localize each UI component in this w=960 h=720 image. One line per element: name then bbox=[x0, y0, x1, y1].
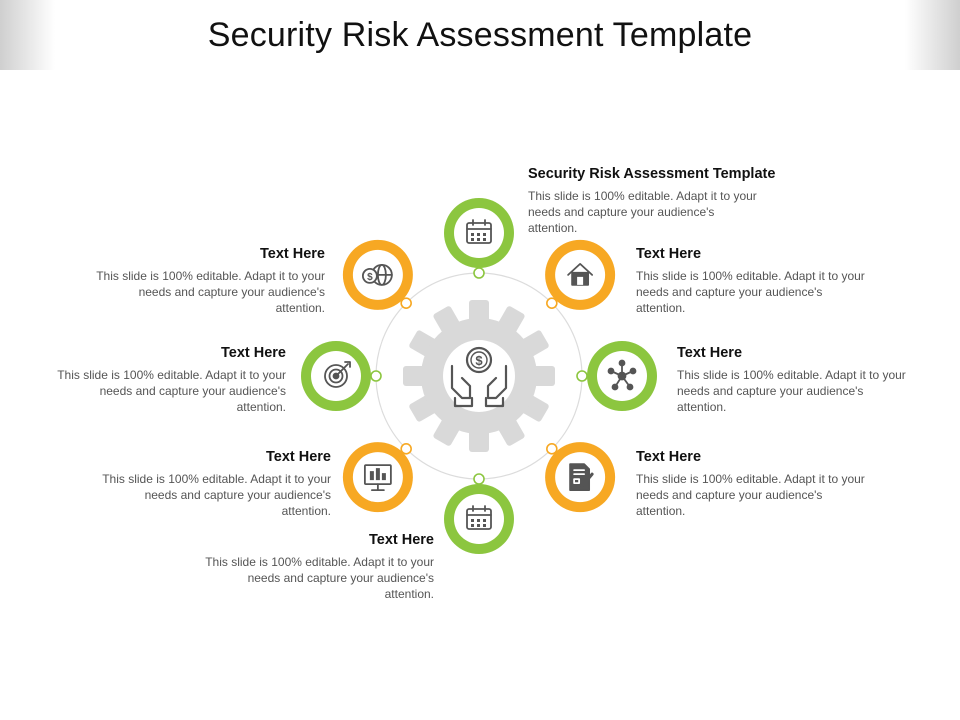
item-8-node bbox=[343, 240, 413, 310]
item-2-heading: Text Here bbox=[636, 246, 702, 262]
item-5-heading: Text Here bbox=[368, 532, 434, 548]
item-1-text bbox=[528, 166, 776, 236]
item-3-connector-dot bbox=[577, 371, 587, 381]
item-5-description: This slide is 100% editable. Adapt it to your needs and capture your audience's attention. bbox=[205, 555, 434, 601]
item-1-heading: Security Risk Assessment Template bbox=[528, 166, 776, 182]
item-2-connector-dot bbox=[547, 298, 557, 308]
item-1-description: This slide is 100% editable. Adapt it to your needs and capture your audience's attention. bbox=[528, 189, 757, 235]
item-3-heading: Text Here bbox=[677, 345, 743, 361]
item-1-connector-dot bbox=[474, 268, 484, 278]
item-3-node bbox=[577, 341, 657, 411]
item-1-node bbox=[444, 198, 514, 278]
document-pen-icon bbox=[570, 464, 592, 490]
item-4-text bbox=[636, 449, 876, 519]
item-7-description: This slide is 100% editable. Adapt it to your needs and capture your audience's attention. bbox=[57, 368, 286, 414]
item-7-text bbox=[46, 345, 286, 415]
page-title: Security Risk Assessment Template bbox=[207, 16, 753, 54]
item-2-node bbox=[545, 240, 615, 310]
item-8-connector-dot bbox=[401, 298, 411, 308]
item-4-description: This slide is 100% editable. Adapt it to your needs and capture your audience's attention. bbox=[636, 472, 865, 518]
item-3-description: This slide is 100% editable. Adapt it to your needs and capture your audience's attention. bbox=[677, 368, 906, 414]
item-6-connector-dot bbox=[401, 444, 411, 454]
item-4-node bbox=[545, 442, 615, 512]
item-8-text bbox=[85, 246, 325, 316]
item-2-description: This slide is 100% editable. Adapt it to your needs and capture your audience's attention. bbox=[636, 269, 865, 315]
item-3-text bbox=[677, 345, 917, 415]
center-gear bbox=[403, 300, 555, 452]
item-7-connector-dot bbox=[371, 371, 381, 381]
svg-text:$: $ bbox=[475, 353, 483, 368]
item-8-description: This slide is 100% editable. Adapt it to your needs and capture your audience's attention. bbox=[96, 269, 325, 315]
item-4-heading: Text Here bbox=[636, 449, 702, 465]
item-6-node bbox=[343, 442, 413, 512]
item-7-heading: Text Here bbox=[220, 345, 286, 361]
item-6-heading: Text Here bbox=[265, 449, 331, 465]
item-5-text bbox=[194, 532, 434, 602]
item-2-text bbox=[636, 246, 876, 316]
item-5-connector-dot bbox=[474, 474, 484, 484]
svg-text:$: $ bbox=[367, 271, 373, 283]
item-6-text bbox=[91, 449, 331, 519]
item-7-node bbox=[301, 341, 381, 411]
item-5-node bbox=[444, 474, 514, 554]
item-8-heading: Text Here bbox=[259, 246, 325, 262]
item-4-connector-dot bbox=[547, 444, 557, 454]
item-6-description: This slide is 100% editable. Adapt it to your needs and capture your audience's attention. bbox=[102, 472, 331, 518]
